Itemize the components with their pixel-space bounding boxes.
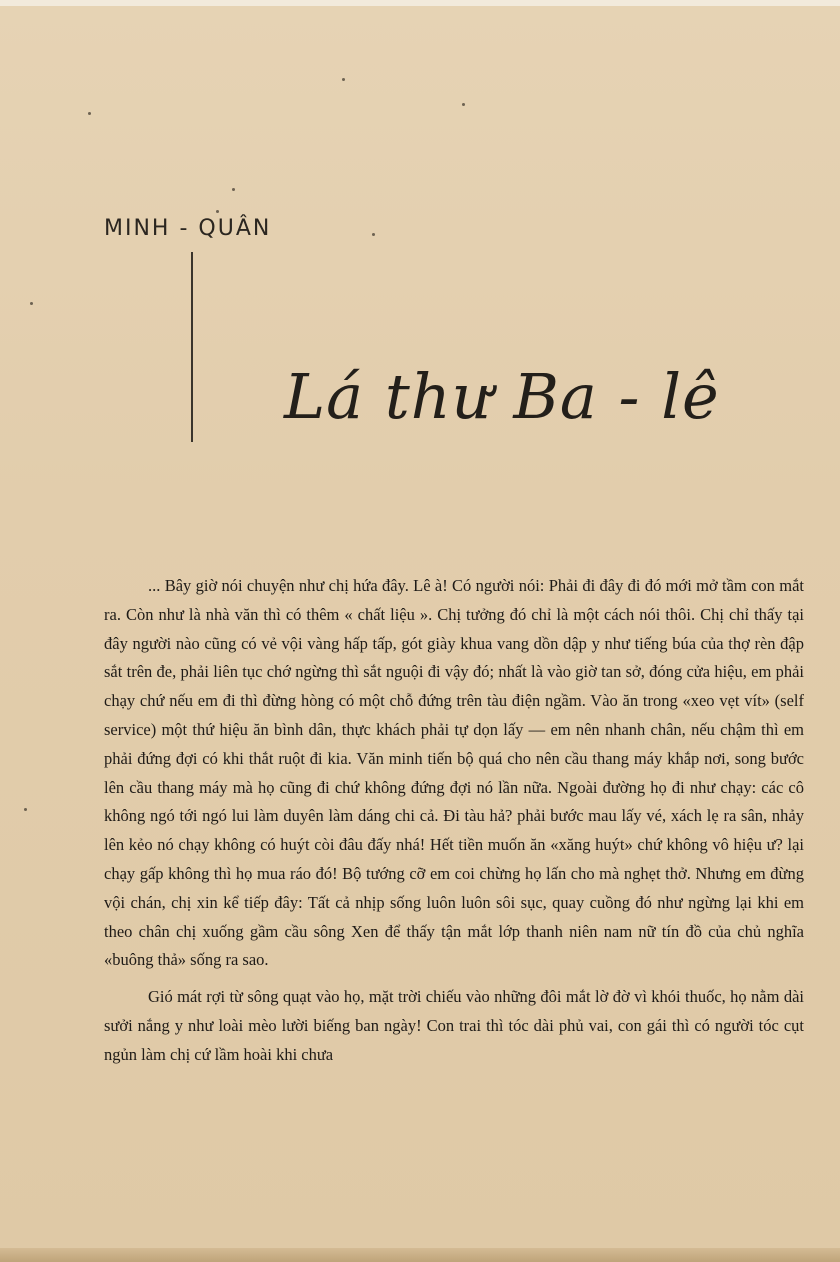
body-paragraph: Gió mát rợi từ sông quạt vào họ, mặt trời chiếu vào những đôi mắt lờ đờ vì khói thuốc, họ nằm dài sưởi nắng y như loài mèo lười biếng ban ngày! Con trai thì tóc dài phủ vai, con gái thì có người tóc cụt ngủn làm chị cứ lầm hoài khi chưa — [104, 987, 804, 1064]
article-title: Lá thư Ba - lê — [284, 360, 720, 433]
author-name: MINH - QUÂN — [104, 216, 272, 241]
body-paragraph: ... Bây giờ nói chuyện như chị hứa đây. Lê à! Có người nói: Phải đi đây đi đó mới mở tầm con mắt ra. Còn như là nhà văn thì có thêm « chất liệu ». Chị tưởng đó chỉ là một cách nói thôi. Chị chỉ thấy tại đây người nào cũng có vẻ vội vàng hấp tấp, gót giày khua vang dồn dập y như tiếng búa của thợ rèn đập sắt trên đe, phải liên tục chớ ngừng thì sắt nguội đi vậy đó; nhất là vào giờ tan sở, đóng cửa hiệu, em phải chạy chứ nếu em đi thì đừng hòng có một chỗ đứng trên tàu điện ngầm. Vào ăn trong «xeo vẹt vít» (self service) một thứ hiệu ăn bình dân, thực khách phải tự dọn lấy — em nên nhanh chân, nếu chậm thì em phải đứng đợi có khi thắt ruột đi kia. Văn minh tiến bộ quá cho nên cầu thang máy khắp nơi, song bước lên cầu thang máy mà họ cũng đi chứ không đứng đợi nó lần nữa. Ngoài đường họ đi như chạy: các cô không ngó tới ngó lui làm duyên làm dáng chi cả. Đi tàu hả? phải bước mau lấy vé, xách lẹ ra sân, nhảy lên kẻo nó chạy không có huýt còi đâu đấy nhá! Hết tiền muốn ăn «xăng huýt» chứ không vô hiệu ư? lại chạy gấp không thì họ mua ráo đó! Bộ tướng cỡ em coi chừng họ lấn cho mà nghẹt thở. Nhưng em đừng vội chán, chị xin kể tiếp đây: Tất cả nhịp sống luôn luôn sôi sục, quay cuồng đó như ngừng lại khi em theo chân chị xuống gầm cầu sông Xen để thấy tận mắt lớp thanh niên nam nữ tín đồ của chủ nghĩa «buông thả» sống ra sao. — [104, 576, 804, 970]
vertical-rule — [191, 252, 193, 442]
paper-speck — [216, 210, 219, 213]
paper-speck — [372, 233, 375, 236]
paper-speck — [24, 808, 27, 811]
paper-speck — [462, 103, 465, 106]
paper-speck — [30, 302, 33, 305]
paper-speck — [232, 188, 235, 191]
paper-speck — [342, 78, 345, 81]
article-body — [104, 572, 804, 1070]
paper-speck — [88, 112, 91, 115]
